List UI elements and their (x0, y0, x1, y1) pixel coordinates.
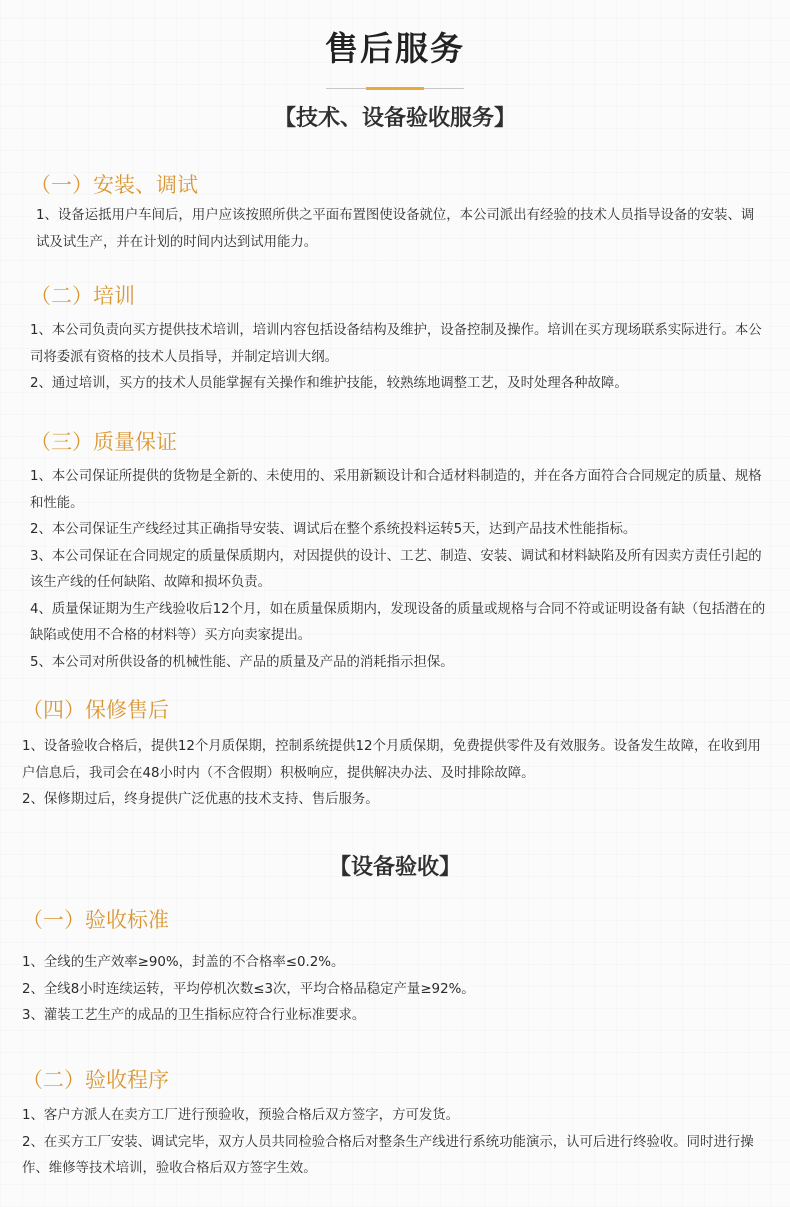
section-body-warranty (22, 734, 774, 814)
section-heading-warranty: （四）保修售后 (22, 698, 169, 722)
list-item: 3、灌装工艺生产的成品的卫生指标应符合行业标准要求。 (22, 1008, 366, 1023)
section-body-quality (30, 464, 766, 676)
list-item: 1、设备验收合格后，提供12个月质保期，控制系统提供12个月质保期，免费提供零件及有效服务。设备发生故障，在收到用户信息后，我司会在48小时内（不含假期）积极响应，提供解决办法、及时排除故障。 (22, 739, 761, 781)
section-body-acceptance-procedure (22, 1103, 774, 1183)
list-item: 1、本公司负责向买方提供技术培训，培训内容包括设备结构及维护，设备控制及操作。培训在买方现场联系实际进行。本公司将委派有资格的技术人员指导，并制定培训大纲。 (30, 323, 762, 365)
list-item: 1、本公司保证所提供的货物是全新的、未使用的、采用新颖设计和合适材料制造的，并在各方面符合合同规定的质量、规格和性能。 (30, 469, 762, 511)
list-item: 1、设备运抵用户车间后，用户应该按照所供之平面布置图使设备就位，本公司派出有经验的技术人员指导设备的安装、调试及试生产，并在计划的时间内达到试用能力。 (36, 208, 755, 250)
list-item: 4、质量保证期为生产线验收后12个月，如在质量保质期内，发现设备的质量或规格与合同不符或证明设备有缺（包括潜在的缺陷或使用不合格的材料等）买方向卖家提出。 (30, 601, 766, 643)
list-item: 2、全线8小时连续运转，平均停机次数≤3次，平均合格品稳定产量≥92%。 (22, 981, 475, 997)
page-title: 售后服务 (325, 29, 465, 68)
list-item: 2、保修期过后，终身提供广泛优惠的技术支持、售后服务。 (22, 792, 379, 807)
list-item: 1、全线的生产效率≥90%，封盖的不合格率≤0.2%。 (22, 955, 345, 970)
block-title-tech-service: 【技术、设备验收服务】 (273, 106, 516, 131)
section-body-install (36, 203, 760, 256)
section-body-acceptance-standard (22, 950, 774, 1030)
list-item: 5、本公司对所供设备的机械性能、产品的质量及产品的消耗指示担保。 (30, 654, 454, 670)
section-heading-acceptance-procedure: （二）验收程序 (22, 1068, 169, 1092)
section-heading-acceptance-standard: （一）验收标准 (22, 908, 169, 932)
list-item: 2、在买方工厂安装、调试完毕，双方人员共同检验合格后对整条生产线进行系统功能演示，认可后进行终验收。同时进行操作、维修等技术培训，验收合格后双方签字生效。 (22, 1134, 754, 1176)
list-item: 2、通过培训，买方的技术人员能掌握有关操作和维护技能，较熟练地调整工艺，及时处理各种故障。 (30, 376, 628, 391)
list-item: 3、本公司保证在合同规定的质量保质期内，对因提供的设计、工艺、制造、安装、调试和材料缺陷及所有因卖方责任引起的该生产线的任何缺陷、故障和损坏负责。 (30, 548, 762, 590)
section-body-training (30, 318, 766, 398)
block-title-acceptance: 【设备验收】 (328, 855, 461, 880)
section-heading-quality: （三）质量保证 (30, 430, 177, 454)
list-item: 1、客户方派人在卖方工厂进行预验收，预验合格后双方签字，方可发货。 (22, 1108, 460, 1123)
list-item: 2、本公司保证生产线经过其正确指导安装、调试后在整个系统投料运转5天，达到产品技术性能指标。 (30, 522, 637, 537)
section-heading-training: （二）培训 (30, 284, 135, 308)
section-heading-install: （一）安装、调试 (30, 173, 198, 197)
title-divider-accent (366, 87, 424, 90)
